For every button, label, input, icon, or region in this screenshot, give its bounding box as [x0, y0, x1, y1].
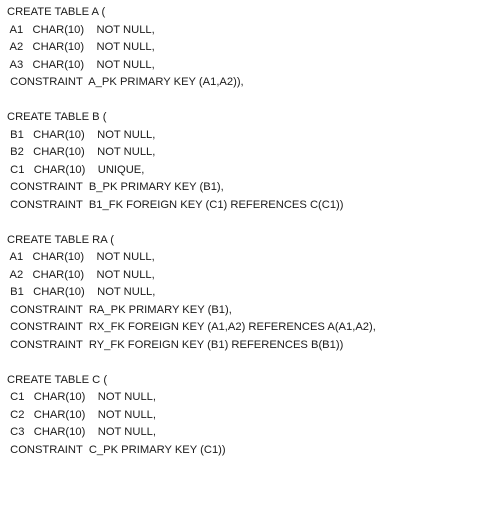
- constraint-line: CONSTRAINT RY_FK FOREIGN KEY (B1) REFERENCES B(B1)): [7, 338, 344, 351]
- column-line: C2 CHAR(10) NOT NULL,: [7, 408, 156, 421]
- constraint-line: CONSTRAINT C_PK PRIMARY KEY (C1)): [7, 443, 226, 456]
- column-line: B1 CHAR(10) NOT NULL,: [7, 286, 156, 298]
- column-line: A1 CHAR(10) NOT NULL,: [7, 251, 155, 263]
- column-line: C1 CHAR(10) UNIQUE,: [7, 163, 145, 176]
- table-ra-definition: [7, 232, 376, 355]
- constraint-line: CONSTRAINT B1_FK FOREIGN KEY (C1) REFERENCES C(C1)): [7, 198, 344, 211]
- column-line: B2 CHAR(10) NOT NULL,: [7, 146, 156, 158]
- spacer: [7, 354, 376, 372]
- create-table-line: CREATE TABLE C (: [7, 373, 108, 386]
- constraint-line: CONSTRAINT RA_PK PRIMARY KEY (B1),: [7, 303, 232, 316]
- table-a-definition: [7, 4, 376, 92]
- column-line: C3 CHAR(10) NOT NULL,: [7, 426, 156, 438]
- create-table-line: CREATE TABLE RA (: [7, 233, 114, 246]
- column-line: B1 CHAR(10) NOT NULL,: [7, 128, 156, 141]
- constraint-line: CONSTRAINT RX_FK FOREIGN KEY (A1,A2) REFERENCES A(A1,A2),: [7, 321, 376, 333]
- spacer: [7, 214, 376, 232]
- constraint-line: CONSTRAINT B_PK PRIMARY KEY (B1),: [7, 181, 224, 193]
- constraint-line: CONSTRAINT A_PK PRIMARY KEY (A1,A2)),: [7, 76, 244, 88]
- sql-document: [7, 4, 376, 459]
- create-table-line: CREATE TABLE A (: [7, 6, 106, 18]
- column-line: C1 CHAR(10) NOT NULL,: [7, 391, 156, 403]
- column-line: A2 CHAR(10) NOT NULL,: [7, 268, 155, 281]
- create-table-line: CREATE TABLE B (: [7, 111, 107, 123]
- column-line: A3 CHAR(10) NOT NULL,: [7, 58, 155, 71]
- table-c-definition: [7, 372, 376, 460]
- spacer: [7, 92, 376, 110]
- column-line: A2 CHAR(10) NOT NULL,: [7, 41, 155, 53]
- column-line: A1 CHAR(10) NOT NULL,: [7, 23, 155, 36]
- table-b-definition: [7, 109, 376, 214]
